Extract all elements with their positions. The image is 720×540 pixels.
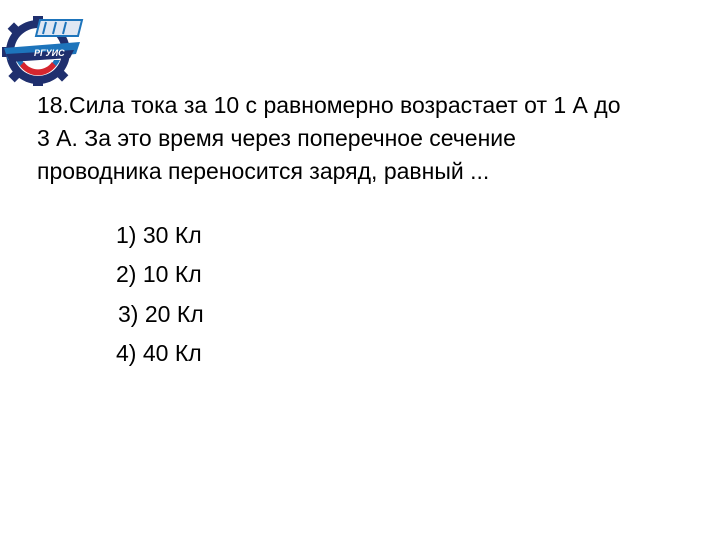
answer-option-3: 3) 20 Кл bbox=[118, 301, 204, 327]
question-line-1: 18.Сила тока за 10 с равномерно возрастает от 1 А до bbox=[37, 92, 621, 118]
question-text bbox=[37, 89, 697, 188]
answer-option-4: 4) 40 Кл bbox=[116, 340, 202, 366]
gear-logo-icon bbox=[0, 14, 86, 86]
answer-option-2: 2) 10 Кл bbox=[116, 261, 202, 287]
logo-text: РГУИС bbox=[34, 48, 65, 58]
question-line-2: 3 А. За это время через поперечное сечение bbox=[37, 125, 516, 151]
question-line-3: проводника переносится заряд, равный ... bbox=[37, 158, 490, 184]
answer-option-1: 1) 30 Кл bbox=[116, 222, 202, 248]
university-logo bbox=[0, 14, 86, 86]
